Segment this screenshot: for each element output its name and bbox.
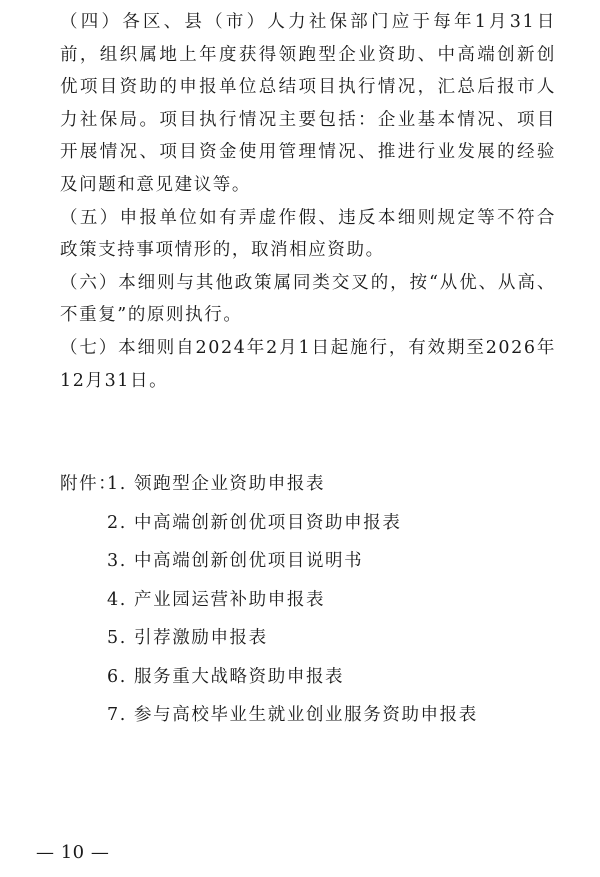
attachment-list: [60, 465, 560, 735]
paragraph-4: （四）各区、县（市）人力社保部门应于每年1月31日前，组织属地上年度获得领跑型企业资助、中高端创新创优项目资助的申报单位总结项目执行情况，汇总后报市人力社保局。项目执行情况主要包括：企业基本情况、项目开展情况、项目资金使用管理情况、推进行业发展的经验及问题和意见建议等。: [60, 12, 556, 195]
attachment-row: [60, 619, 560, 658]
page-number: — 10 —: [36, 842, 110, 863]
attachment-item: 4. 产业园运营补助申报表: [107, 589, 326, 610]
paragraph-6: （六）本细则与其他政策属同类交叉的，按“从优、从高、不重复”的原则执行。: [60, 272, 556, 326]
attachment-row: [60, 465, 560, 504]
attachment-label: 附件：: [60, 474, 118, 494]
attachment-item: 1. 领跑型企业资助申报表: [107, 474, 326, 494]
body-text: [60, 6, 556, 397]
attachment-row: [60, 658, 560, 697]
attachment-row: [60, 696, 560, 735]
attachment-row: [60, 581, 560, 620]
attachment-item: 7. 参与高校毕业生就业创业服务资助申报表: [107, 705, 478, 725]
attachment-item: 6. 服务重大战略资助申报表: [107, 666, 345, 687]
attachment-item: 3. 中高端创新创优项目说明书: [107, 551, 364, 571]
paragraph-7: （七）本细则自2024年2月1日起施行，有效期至2026年12月31日。: [60, 337, 556, 391]
attachment-row: [60, 542, 560, 581]
attachment-item: 5. 引荐激励申报表: [107, 628, 268, 648]
paragraph-5: （五）申报单位如有弄虚作假、违反本细则规定等不符合政策支持事项情形的，取消相应资助。: [60, 207, 556, 261]
attachment-row: [60, 504, 560, 543]
attachment-item: 2. 中高端创新创优项目资助申报表: [107, 512, 402, 533]
